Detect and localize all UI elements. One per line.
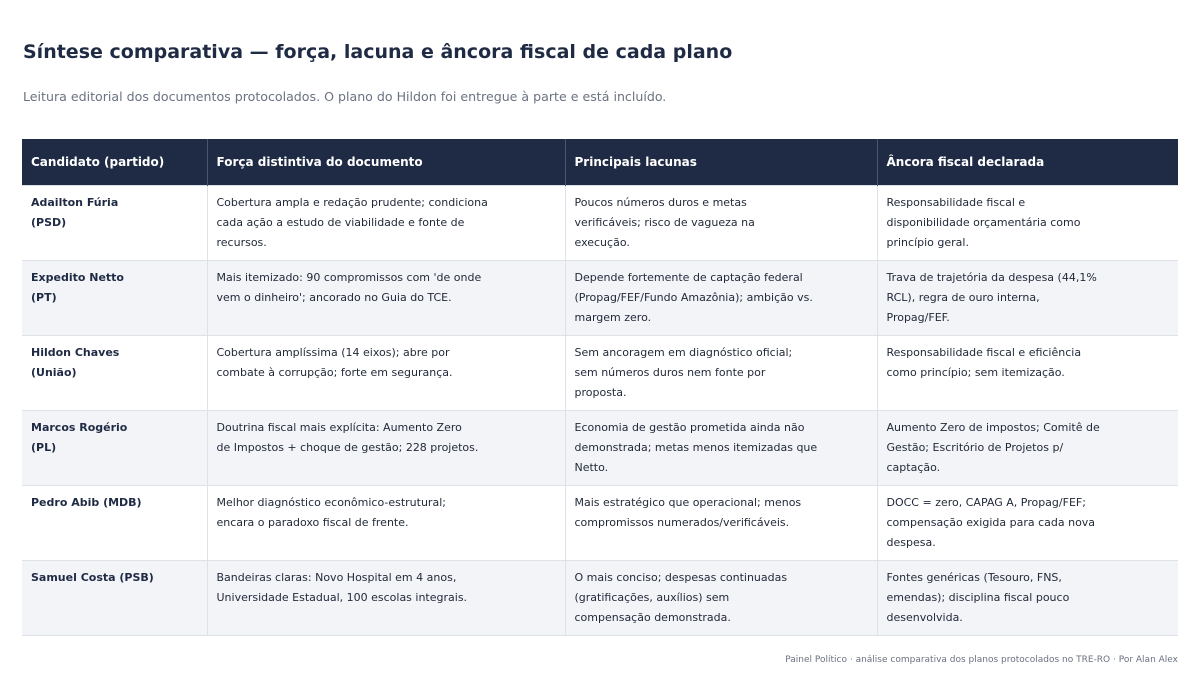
fiscal-anchor-cell — [877, 485, 1178, 560]
candidate-cell — [22, 410, 207, 485]
strength-line: Bandeiras claras: Novo Hospital em 4 anos, — [216, 570, 457, 584]
table-row — [22, 185, 1178, 260]
gaps-line: compensação demonstrada. — [574, 610, 731, 624]
column-header-strength: Força distintiva do documento — [207, 139, 565, 185]
table-header-row — [22, 139, 1178, 185]
strength-line: Doutrina fiscal mais explícita: Aumento Zero — [216, 420, 462, 434]
fiscal-anchor-line: Fontes genéricas (Tesouro, FNS, — [886, 570, 1062, 584]
fiscal-anchor-cell — [877, 185, 1178, 260]
candidate-cell — [22, 260, 207, 335]
gaps-line: sem números duros nem fonte por — [574, 365, 766, 379]
candidate-cell — [22, 560, 207, 635]
fiscal-anchor-line: Responsabilidade fiscal e — [886, 195, 1026, 209]
candidate-name: Samuel Costa (PSB) — [31, 570, 154, 584]
candidate-party: (PT) — [31, 290, 57, 304]
gaps-line: Economia de gestão prometida ainda não — [574, 420, 805, 434]
gaps-line: (Propag/FEF/Fundo Amazônia); ambição vs. — [574, 290, 813, 304]
column-header-candidate: Candidato (partido) — [31, 154, 165, 169]
gaps-line: proposta. — [574, 385, 627, 399]
table-row — [22, 560, 1178, 635]
candidate-cell — [22, 335, 207, 410]
page-title: Síntese comparativa — força, lacuna e âncora fiscal de cada plano — [23, 41, 733, 63]
strength-line: cada ação a estudo de viabilidade e fonte de — [216, 215, 465, 229]
fiscal-anchor-line: compensação exigida para cada nova — [886, 515, 1096, 529]
gaps-line: Mais estratégico que operacional; menos — [574, 495, 802, 509]
strength-line: Universidade Estadual, 100 escolas integrais. — [216, 590, 468, 604]
fiscal-anchor-line: como princípio; sem itemização. — [886, 365, 1065, 379]
gaps-line: execução. — [574, 235, 630, 249]
gaps-line: Netto. — [574, 460, 609, 474]
candidate-name: Adailton Fúria — [31, 195, 119, 209]
strength-line: Melhor diagnóstico econômico-estrutural; — [216, 495, 446, 509]
candidate-cell — [22, 185, 207, 260]
strength-cell — [207, 485, 565, 560]
fiscal-anchor-line: despesa. — [886, 535, 936, 549]
fiscal-anchor-line: princípio geral. — [886, 235, 969, 249]
strength-line: Cobertura ampla e redação prudente; condiciona — [216, 195, 488, 209]
gaps-line: demonstrada; metas menos itemizadas que — [574, 440, 818, 454]
footer-credit: Painel Político · análise comparativa dos planos protocolados no TRE-RO · Por Alan Alex — [785, 655, 1178, 665]
table-header — [22, 139, 1178, 185]
page-subtitle: Leitura editorial dos documentos protocolados. O plano do Hildon foi entregue à parte e está incluído. — [23, 89, 667, 104]
candidate-party: (União) — [31, 365, 77, 379]
gaps-line: Sem ancoragem em diagnóstico oficial; — [574, 345, 793, 359]
fiscal-anchor-cell — [877, 560, 1178, 635]
gaps-cell — [565, 410, 877, 485]
fiscal-anchor-line: Propag/FEF. — [886, 310, 950, 324]
strength-line: Mais itemizado: 90 compromissos com 'de onde — [216, 270, 482, 284]
gaps-cell — [565, 335, 877, 410]
fiscal-anchor-line: DOCC = zero, CAPAG A, Propag/FEF; — [886, 495, 1086, 509]
gaps-line: Poucos números duros e metas — [574, 195, 747, 209]
strength-line: Cobertura amplíssima (14 eixos); abre por — [216, 345, 450, 359]
fiscal-anchor-line: emendas); disciplina fiscal pouco — [886, 590, 1070, 604]
gaps-line: Depende fortemente de captação federal — [574, 270, 803, 284]
comparison-table — [22, 139, 1178, 636]
gaps-line: (gratificações, auxílios) sem — [574, 590, 730, 604]
candidate-cell — [22, 485, 207, 560]
candidate-name: Marcos Rogério — [31, 420, 128, 434]
column-header-fiscal-anchor: Âncora fiscal declarada — [877, 139, 1178, 185]
strength-cell — [207, 410, 565, 485]
fiscal-anchor-line: Responsabilidade fiscal e eficiência — [886, 345, 1082, 359]
fiscal-anchor-line: disponibilidade orçamentária como — [886, 215, 1081, 229]
gaps-cell — [565, 260, 877, 335]
candidate-name: Pedro Abib (MDB) — [31, 495, 142, 509]
strength-line: vem o dinheiro'; ancorado no Guia do TCE. — [216, 290, 452, 304]
fiscal-anchor-line: desenvolvida. — [886, 610, 963, 624]
candidate-party: (PL) — [31, 440, 57, 454]
fiscal-anchor-line: captação. — [886, 460, 941, 474]
strength-cell — [207, 560, 565, 635]
fiscal-anchor-cell — [877, 335, 1178, 410]
gaps-line: compromissos numerados/verificáveis. — [574, 515, 790, 529]
fiscal-anchor-line: RCL), regra de ouro interna, — [886, 290, 1040, 304]
fiscal-anchor-line: Gestão; Escritório de Projetos p/ — [886, 440, 1064, 454]
table-row — [22, 485, 1178, 560]
gaps-line: margem zero. — [574, 310, 652, 324]
candidate-party: (PSD) — [31, 215, 67, 229]
candidate-name: Expedito Netto — [31, 270, 124, 284]
gaps-line: O mais conciso; despesas continuadas — [574, 570, 788, 584]
candidate-name: Hildon Chaves — [31, 345, 120, 359]
fiscal-anchor-line: Trava de trajetória da despesa (44,1% — [886, 270, 1097, 284]
strength-line: recursos. — [216, 235, 267, 249]
column-header-gaps: Principais lacunas — [565, 139, 877, 185]
gaps-cell — [565, 185, 877, 260]
strength-line: combate à corrupção; forte em segurança. — [216, 365, 453, 379]
table-body — [22, 185, 1178, 635]
gaps-cell — [565, 560, 877, 635]
strength-cell — [207, 260, 565, 335]
fiscal-anchor-line: Aumento Zero de impostos; Comitê de — [886, 420, 1100, 434]
strength-cell — [207, 335, 565, 410]
fiscal-anchor-cell — [877, 260, 1178, 335]
strength-line: encara o paradoxo fiscal de frente. — [216, 515, 409, 529]
table-row — [22, 335, 1178, 410]
gaps-line: verificáveis; risco de vagueza na — [574, 215, 755, 229]
fiscal-anchor-cell — [877, 410, 1178, 485]
strength-line: de Impostos + choque de gestão; 228 projetos. — [216, 440, 479, 454]
table-row — [22, 410, 1178, 485]
gaps-cell — [565, 485, 877, 560]
strength-cell — [207, 185, 565, 260]
table-row — [22, 260, 1178, 335]
